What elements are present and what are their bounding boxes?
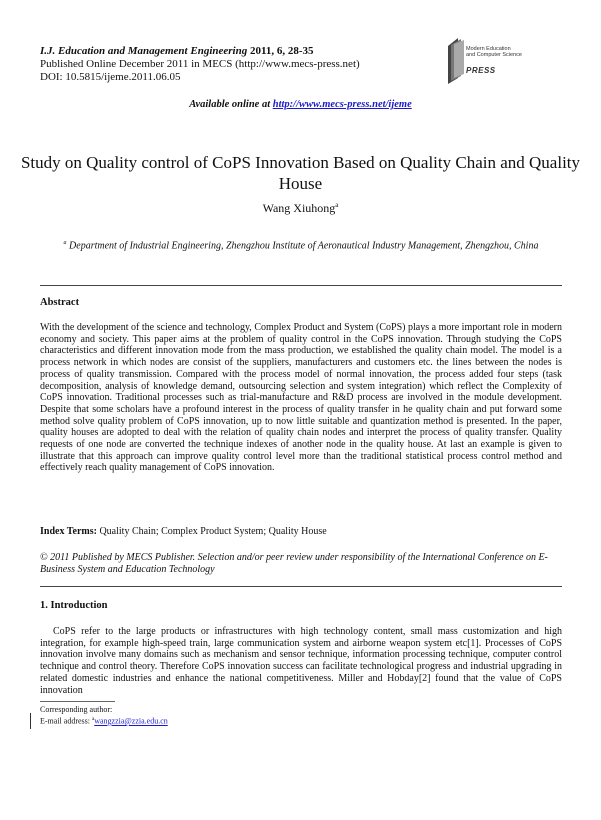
footnote-divider	[40, 701, 115, 702]
journal-header	[40, 45, 360, 84]
index-terms	[40, 526, 562, 537]
publisher-logo	[446, 34, 558, 88]
logo-press: PRESS	[466, 66, 496, 75]
available-online	[0, 99, 601, 110]
author	[0, 201, 601, 216]
available-prefix: Available online at	[189, 99, 273, 110]
corresponding-author	[40, 705, 168, 727]
author-sup: a	[335, 201, 339, 209]
logo-text-line-1: Modern Education	[466, 46, 511, 52]
logo-text	[466, 46, 522, 58]
email-link[interactable]: wangzzia@zzia.edu.cn	[94, 716, 168, 726]
affiliation-sup: a	[63, 240, 67, 246]
email-line	[40, 715, 168, 727]
index-terms-text: Quality Chain; Complex Product System; Quality House	[96, 526, 327, 537]
abstract-body: With the development of the science and technology, Complex Product and System (CoPS) plays a more important role in modern economy and society. This paper aims at the problem of quality control in the CoPS innovation. Through studying the CoPS characteristics and different innovation mode from the mass production, we established the quality chain model. The model is a process network in which nodes are consist of the suppliers, manufacturers and customers etc. the lines between the nodes is process of quality transmission. Compared with the process model of normal innovation, the process added four steps (task decomposition, analysis of knowledge demand, outsourcing selection and system integration) which reflect the Complexity of CoPS innovation. Traditional processes such as trial-manufacture and R&D process are involved in the module development. Despite that some scholars have a profound interest in the process of quality transfer in he quality chain and put forward some method solve quality problem of CoPS innovation, up to now little suitable and quantization method is presented. In the paper, quality houses are adopted to deal with the relation of quality chain nodes and interpret the process of quality transfer. Quality requests of one node are converted the technique indexes of another node in the quality house. At last an example is given to illustrate that this approach can improve quality control level more than the traditional statistical process control method and effectively reach quality management of CoPS innovation.	[40, 322, 562, 474]
middle-divider	[40, 586, 562, 587]
copyright-notice: © 2011 Published by MECS Publisher. Selection and/or peer review under responsibility of the International Conference on E-Business System and Education Technology	[40, 552, 548, 575]
paper-title: Study on Quality control of CoPS Innovation Based on Quality Chain and Quality House	[20, 153, 581, 193]
logo-text-line-2: and Computer Science	[466, 52, 522, 58]
doi-line: DOI: 10.5815/ijeme.2011.06.05	[40, 71, 181, 83]
journal-title: I.J. Education and Management Engineering	[40, 45, 248, 57]
introduction-body: CoPS refer to the large products or infrastructures with high technology content, small mass customization and high integration, for example high-speed train, large communication system and airborne weapon system etc[1]. Processes of CoPS innovation involve many domains such as mechanism and sensor technique, information processing technique, computer control technique and control theory. Therefore CoPS innovation success can facilitate technological progress and industrial upgrading in related domestic industries and enhance the national competitiveness. Miller and Hobday[2] found that the value of CoPS innovation	[40, 626, 562, 696]
journal-volume: 2011, 6, 28-35	[247, 45, 314, 57]
journal-link[interactable]: http://www.mecs-press.net/ijeme	[272, 99, 412, 110]
index-terms-label: Index Terms:	[40, 526, 97, 537]
published-line: Published Online December 2011 in MECS (http://www.mecs-press.net)	[40, 58, 360, 70]
email-label: E-mail address:	[40, 716, 92, 726]
journal-citation	[40, 45, 360, 58]
abstract-heading: Abstract	[40, 297, 80, 308]
margin-bar	[30, 713, 31, 729]
book-stack-icon	[446, 36, 468, 86]
author-name: Wang Xiuhong	[262, 201, 336, 215]
affiliation-text: Department of Industrial Engineering, Zhengzhou Institute of Aeronautical Industry Management, Zhengzhou, China	[66, 240, 539, 252]
introduction-heading: 1. Introduction	[40, 600, 108, 611]
affiliation	[40, 237, 562, 252]
top-divider	[40, 285, 562, 286]
email-sup: a	[91, 717, 95, 722]
corresponding-label: Corresponding author:	[40, 705, 113, 714]
